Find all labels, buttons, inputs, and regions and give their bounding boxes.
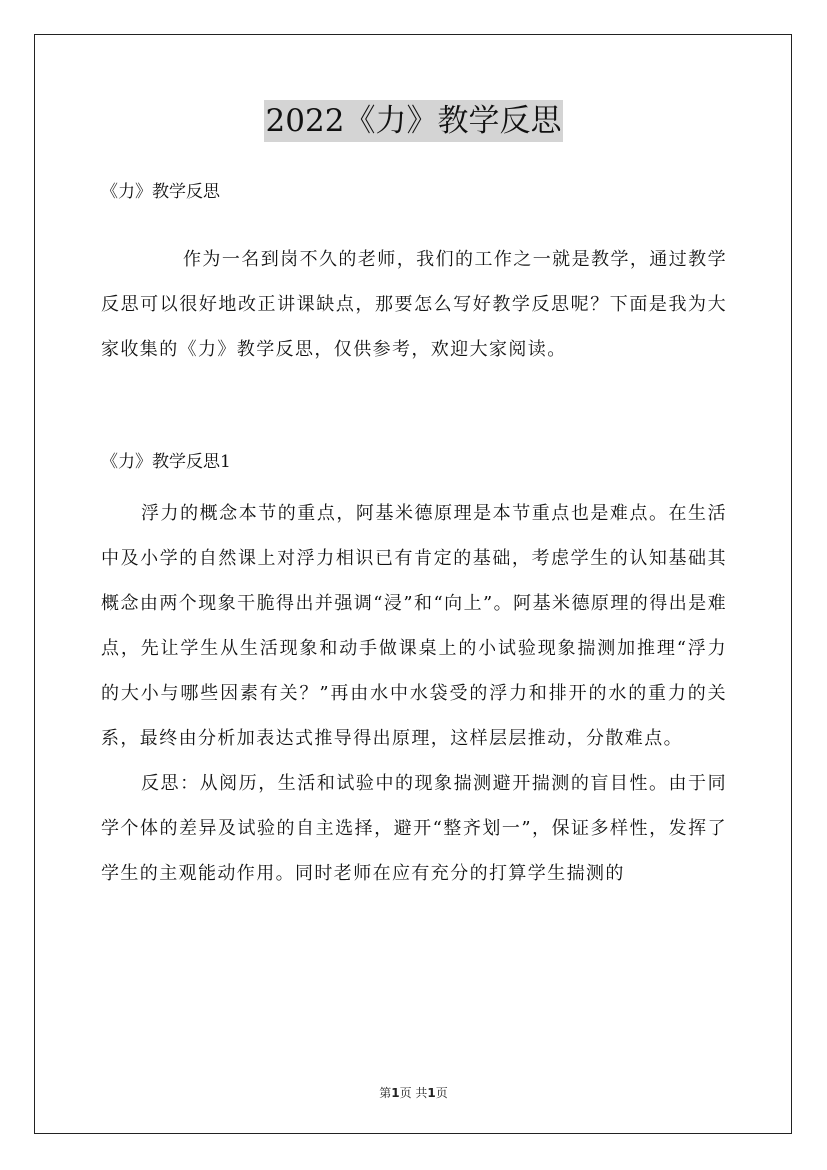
blank-line bbox=[101, 372, 727, 417]
section-1-paragraph-2: 反思：从阅历，生活和试验中的现象揣测避开揣测的盲目性。由于同学个体的差异及试验的自主选择，避开“整齐划一”，保证多样性，发挥了学生的主观能动作用。同时老师在应有充分的打算学生揣测的 bbox=[101, 773, 727, 884]
title-area bbox=[0, 100, 827, 142]
document-body bbox=[101, 170, 727, 896]
footer-suffix: 页 bbox=[435, 1086, 448, 1100]
footer-total-pages: 1 bbox=[427, 1086, 436, 1100]
intro-paragraph: 作为一名到岗不久的老师，我们的工作之一就是教学，通过教学反思可以很好地改正讲课缺点，那要怎么写好教学反思呢？下面是我为大家收集的《力》教学反思，仅供参考，欢迎大家阅读。 bbox=[101, 249, 727, 360]
document-title: 2022《力》教学反思 bbox=[264, 100, 564, 142]
footer-page-number: 1 bbox=[391, 1086, 400, 1100]
subtitle-heading: 《力》教学反思 bbox=[101, 182, 220, 202]
footer-mid: 页 共 bbox=[399, 1086, 428, 1100]
section-1-heading: 《力》教学反思1 bbox=[101, 452, 231, 472]
page-footer bbox=[0, 1084, 827, 1102]
footer-prefix: 第 bbox=[379, 1086, 392, 1100]
section-1-paragraph-1: 浮力的概念本节的重点，阿基米德原理是本节重点也是难点。在生活中及小学的自然课上对浮力相识已有肯定的基础，考虑学生的认知基础其概念由两个现象干脆得出并强调“浸”和“向上”。阿基米德原理的得出是难点，先让学生从生活现象和动手做课桌上的小试验现象揣测加推理“浮力的大小与哪些因素有关？”再由水中水袋受的浮力和排开的水的重力的关系，最终由分析加表达式推导得出原理，这样层层推动，分散难点。 bbox=[101, 503, 727, 749]
